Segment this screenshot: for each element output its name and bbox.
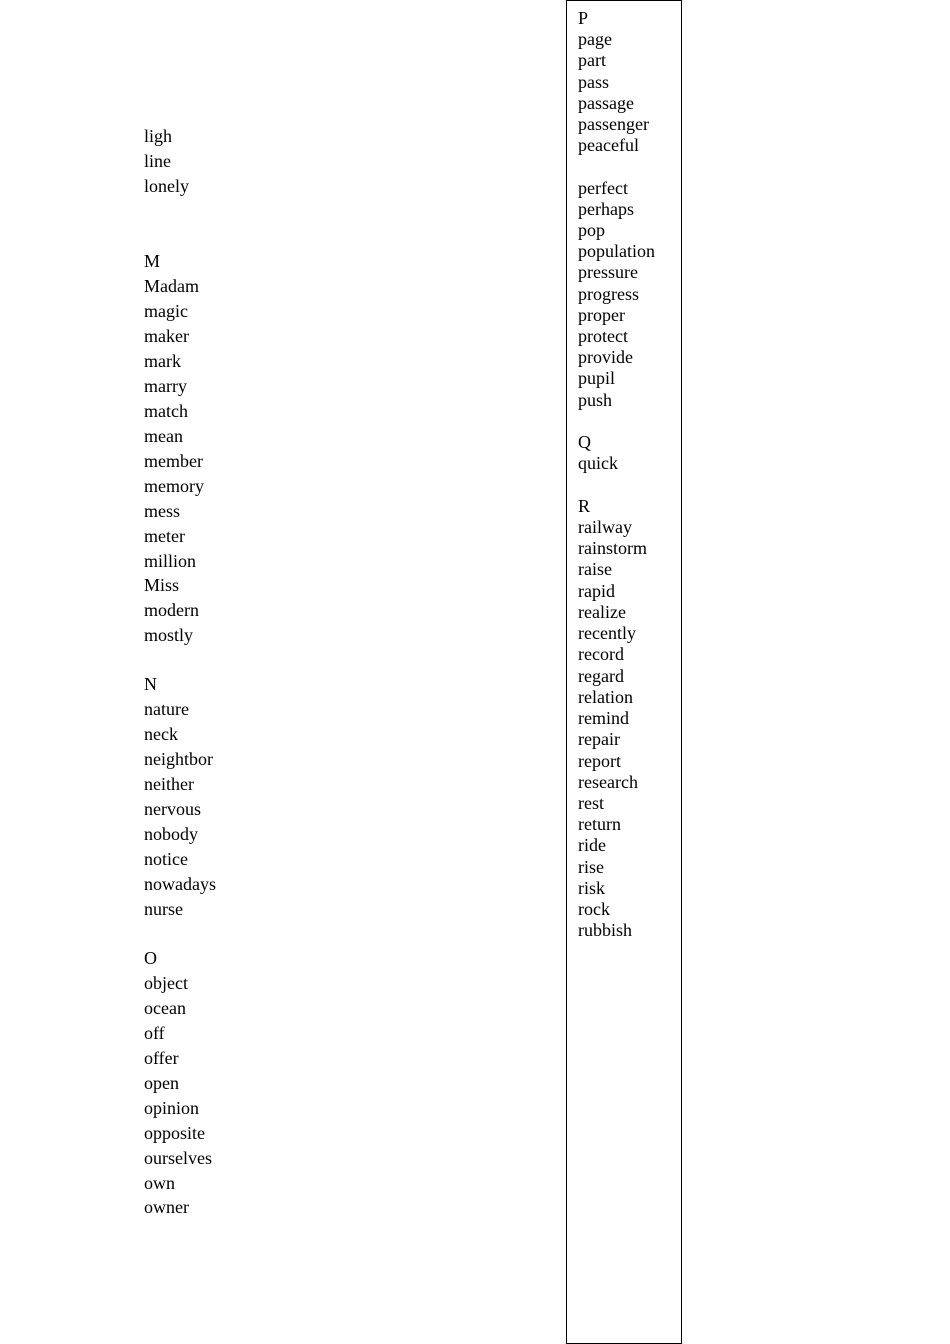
word-entry: member <box>144 451 203 471</box>
section-letter-m: M <box>144 251 161 271</box>
word-entry: opinion <box>144 1098 200 1118</box>
word-entry: neither <box>144 774 194 794</box>
word-entry: rock <box>578 899 610 919</box>
word-entry: pass <box>578 72 609 92</box>
word-entry: nurse <box>144 899 183 919</box>
word-entry: magic <box>144 301 188 321</box>
word-entry: passage <box>578 93 634 113</box>
word-entry: ourselves <box>144 1148 212 1168</box>
right-word-box <box>566 0 682 1344</box>
word-entry: match <box>144 401 188 421</box>
word-entry: neightbor <box>144 749 213 769</box>
word-entry: rise <box>578 857 604 877</box>
word-entry: nowadays <box>144 874 216 894</box>
word-entry: population <box>578 241 655 261</box>
word-entry: return <box>578 814 621 834</box>
word-entry: record <box>578 644 624 664</box>
word-entry: nobody <box>144 824 198 844</box>
word-entry: raise <box>578 559 612 579</box>
word-entry: rest <box>578 793 604 813</box>
word-entry: relation <box>578 687 633 707</box>
word-entry: perhaps <box>578 199 634 219</box>
word-entry: proper <box>578 305 625 325</box>
word-entry: provide <box>578 347 633 367</box>
word-entry: pupil <box>578 368 616 388</box>
word-entry: page <box>578 29 612 49</box>
word-entry: rainstorm <box>578 538 647 558</box>
word-entry: notice <box>144 849 188 869</box>
word-entry: off <box>144 1023 165 1043</box>
word-entry: repair <box>578 729 620 749</box>
word-entry: regard <box>578 666 624 686</box>
word-entry: pop <box>578 220 605 240</box>
word-entry: meter <box>144 526 185 546</box>
word-entry: modern <box>144 600 199 620</box>
section-letter-n: N <box>144 674 157 694</box>
word-entry: memory <box>144 476 204 496</box>
section-letter-o: O <box>144 948 157 968</box>
word-entry: opposite <box>144 1123 205 1143</box>
word-entry: nervous <box>144 799 201 819</box>
word-entry: peaceful <box>578 135 639 155</box>
word-entry: owner <box>144 1197 189 1217</box>
word-entry: offer <box>144 1048 179 1068</box>
word-entry: lonely <box>144 176 189 196</box>
word-entry: neck <box>144 724 178 744</box>
word-entry: mark <box>144 351 181 371</box>
word-entry: open <box>144 1073 179 1093</box>
word-entry: quick <box>578 453 618 473</box>
word-entry: passenger <box>578 114 649 134</box>
word-entry: perfect <box>578 178 628 198</box>
word-entry: pressure <box>578 262 638 282</box>
section-letter-q: Q <box>578 432 591 452</box>
word-entry: maker <box>144 326 189 346</box>
word-entry: mostly <box>144 625 194 645</box>
word-entry: marry <box>144 376 187 396</box>
word-entry: protect <box>578 326 628 346</box>
section-letter-p: P <box>578 8 589 28</box>
word-entry: own <box>144 1173 175 1193</box>
word-entry: remind <box>578 708 629 728</box>
word-entry: push <box>578 390 613 410</box>
word-entry: progress <box>578 284 639 304</box>
word-entry: ocean <box>144 998 186 1018</box>
word-entry: Miss <box>144 575 180 595</box>
word-entry: million <box>144 551 197 571</box>
word-entry: rapid <box>578 581 615 601</box>
word-entry: mess <box>144 501 180 521</box>
word-entry: railway <box>578 517 632 537</box>
word-entry: research <box>578 772 638 792</box>
word-entry: object <box>144 973 188 993</box>
word-entry: rubbish <box>578 920 632 940</box>
section-letter-r: R <box>578 496 591 516</box>
word-entry: risk <box>578 878 605 898</box>
word-entry: realize <box>578 602 626 622</box>
word-entry: recently <box>578 623 636 643</box>
word-entry: report <box>578 751 621 771</box>
word-entry: ride <box>578 835 606 855</box>
word-entry: mean <box>144 426 183 446</box>
word-entry: line <box>144 151 171 171</box>
word-entry: Madam <box>144 276 199 296</box>
word-entry: ligh <box>144 126 173 146</box>
word-entry: nature <box>144 699 189 719</box>
word-entry: part <box>578 50 606 70</box>
